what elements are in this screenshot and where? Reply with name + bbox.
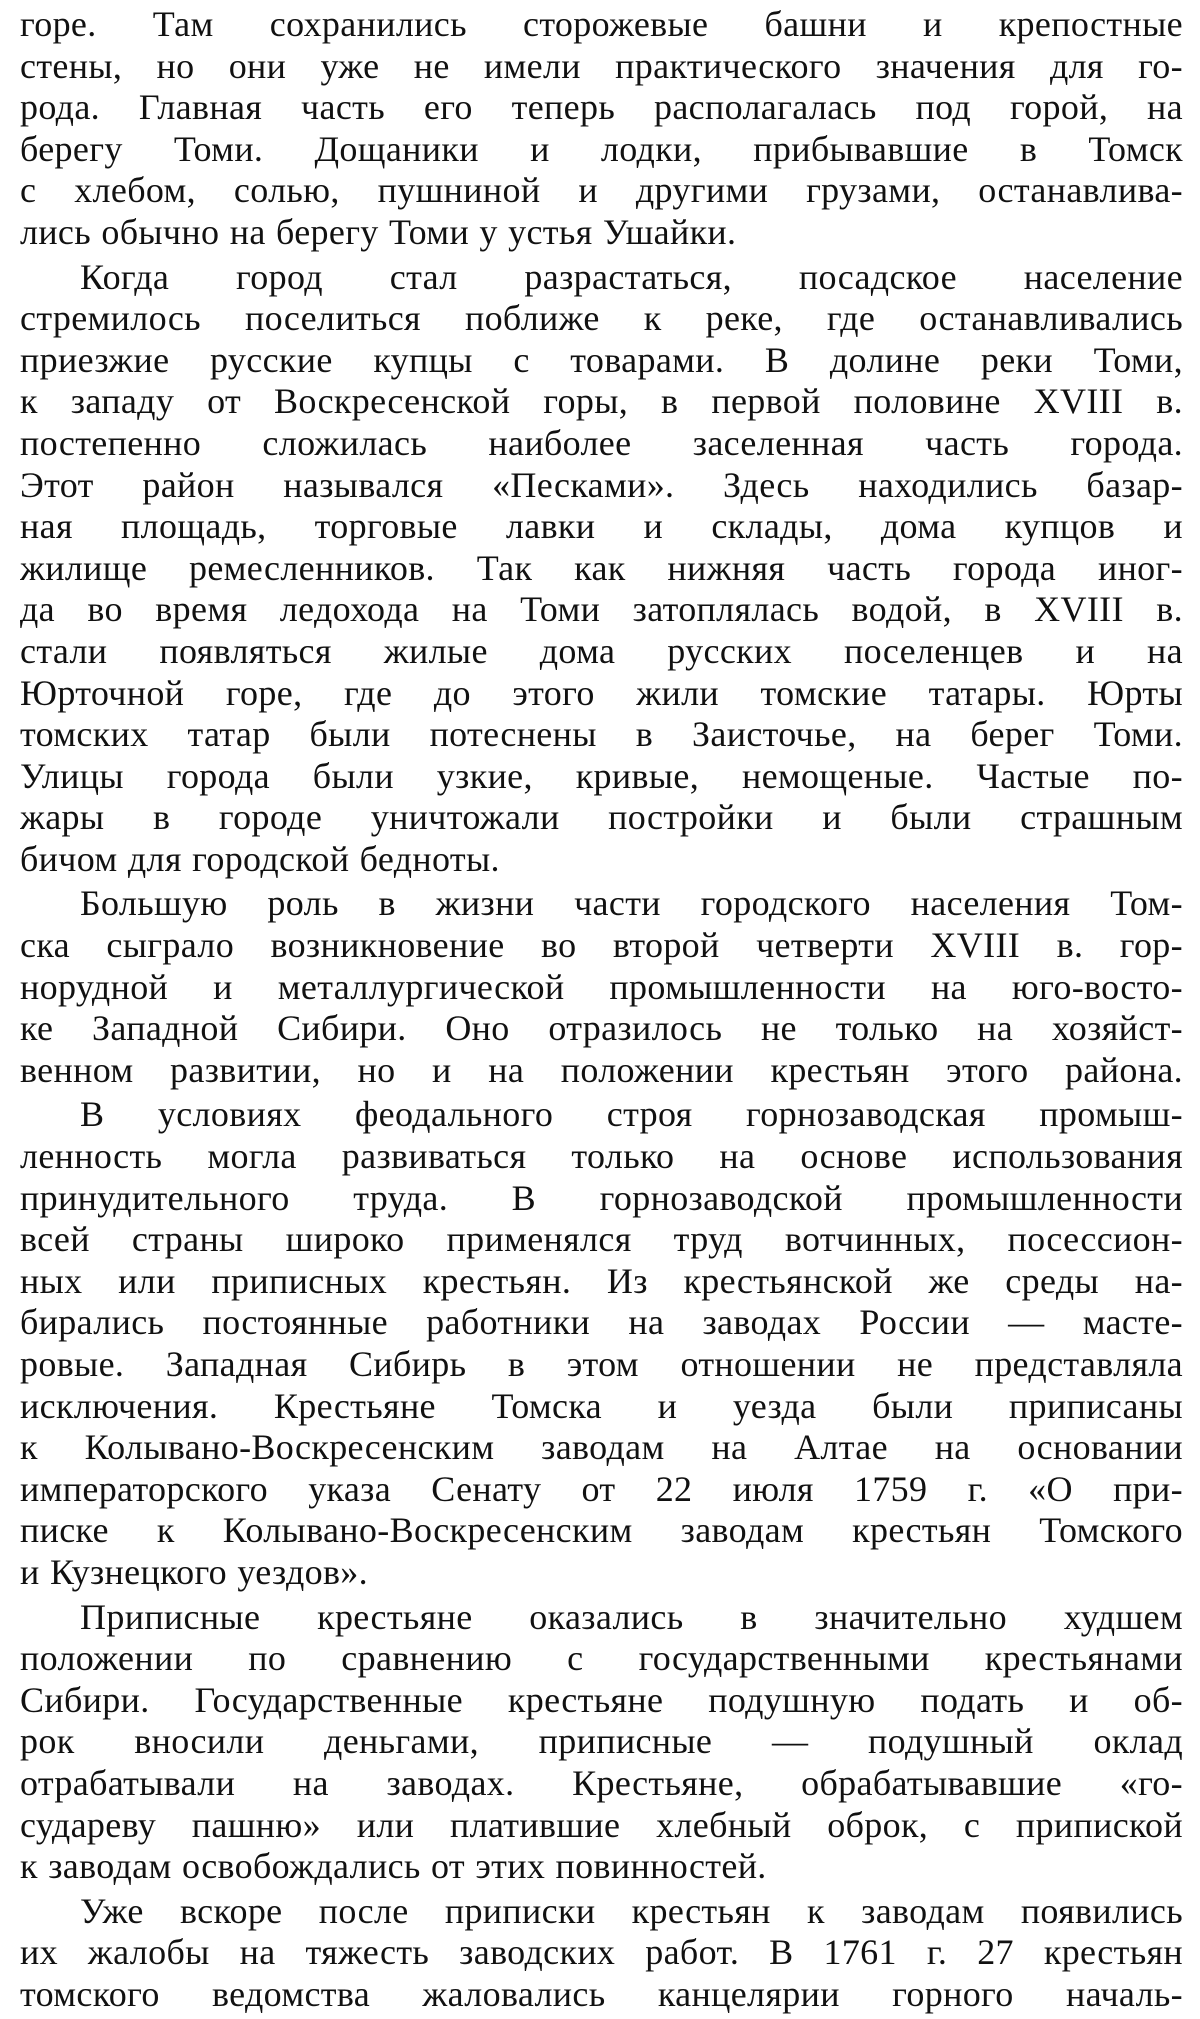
text-line: стали появляться жилые дома русских поселенцев и на: [20, 630, 1183, 671]
paragraph-5: [20, 1597, 1183, 1888]
text-line: отрабатывали на заводах. Крестьяне, обрабатывавшие «го-: [20, 1762, 1183, 1803]
text-line: положении по сравнению с государственными крестьянами: [20, 1638, 1183, 1679]
text-line: лись обычно на берегу Томи у устья Ушайки.: [20, 211, 737, 252]
paragraph-6: [20, 1891, 1183, 2016]
text-line: бирались постоянные работники на заводах России — масте-: [20, 1302, 1183, 1343]
text-line: всей страны широко применялся труд вотчинных, посессион-: [20, 1219, 1183, 1260]
paragraph-4: [20, 1094, 1183, 1593]
text-line: ленность могла развиваться только на основе использования: [20, 1136, 1183, 1177]
text-line: жары в городе уничтожали постройки и были страшным: [20, 797, 1183, 838]
text-line: Улицы города были узкие, кривые, немощеные. Частые по-: [20, 755, 1183, 796]
text-line: принудительного труда. В горнозаводской промышленности: [20, 1177, 1183, 1218]
text-line: жилище ремесленников. Так как нижняя часть города иног-: [20, 547, 1183, 588]
text-line: Юрточной горе, где до этого жили томские татары. Юрты: [20, 672, 1183, 713]
text-line: ска сыграло возникновение во второй четверти XVIII в. гор-: [20, 925, 1183, 966]
text-line: бичом для городской бедноты.: [20, 838, 500, 879]
paragraph-2: [20, 257, 1183, 881]
text-line: Когда город стал разрастаться, посадское население: [80, 256, 1183, 297]
text-line: ных или приписных крестьян. Из крестьянской же среды на-: [20, 1260, 1183, 1301]
text-line: венном развитии, но и на положении крестьян этого района.: [20, 1049, 1183, 1090]
text-line: томских татар были потеснены в Заисточье, на берег Томи.: [20, 714, 1183, 755]
text-line: да во время ледохода на Томи затоплялась водой, в XVIII в.: [20, 589, 1183, 630]
text-line: приезжие русские купцы с товарами. В долине реки Томи,: [20, 339, 1183, 380]
text-line: Этот район назывался «Песками». Здесь находились базар-: [20, 464, 1183, 505]
text-line: ная площадь, торговые лавки и склады, дома купцов и: [20, 506, 1183, 547]
text-line: к заводам освобождались от этих повинностей.: [20, 1846, 767, 1887]
text-line: писке к Колывано-Воскресенским заводам крестьян Томского: [20, 1510, 1183, 1551]
paragraph-1: [20, 4, 1183, 254]
text-line: и Кузнецкого уездов».: [20, 1551, 369, 1592]
text-line: Уже вскоре после приписки крестьян к заводам появились: [80, 1890, 1183, 1931]
text-line: рок вносили деньгами, приписные — подушный оклад: [20, 1721, 1183, 1762]
text-line: ровые. Западная Сибирь в этом отношении не представляла: [20, 1344, 1183, 1384]
text-line: императорского указа Сенату от 22 июля 1759 г. «О при-: [20, 1468, 1183, 1509]
text-line: томского ведомства жаловались канцелярии горного началь-: [20, 1973, 1183, 2014]
text-line: исключения. Крестьяне Томска и уезда были приписаны: [20, 1385, 1183, 1426]
text-line: ке Западной Сибири. Оно отразилось не только на хозяйст-: [20, 1008, 1183, 1049]
text-line: горе. Там сохранились сторожевые башни и крепостные: [20, 4, 1183, 44]
text-line: рода. Главная часть его теперь располагалась под горой, на: [20, 87, 1183, 128]
text-line: норудной и металлургической промышленности на юго-восто-: [20, 966, 1183, 1007]
text-line: постепенно сложилась наиболее заселенная часть города.: [20, 422, 1183, 463]
text-line: к Колывано-Воскресенским заводам на Алтае на основании: [20, 1427, 1183, 1468]
text-line: судареву пашню» или платившие хлебный оброк, с припиской: [20, 1804, 1183, 1845]
text-line: Большую роль в жизни части городского населения Том-: [80, 883, 1183, 924]
text-line: с хлебом, солью, пушниной и другими грузами, останавлива-: [20, 170, 1183, 211]
text-line: берегу Томи. Дощаники и лодки, прибывавшие в Томск: [20, 128, 1183, 169]
text-line: Сибири. Государственные крестьяне подушную подать и об-: [20, 1679, 1183, 1720]
paragraph-3: [20, 883, 1183, 1091]
text-line: к западу от Воскресенской горы, в первой половине XVIII в.: [20, 381, 1183, 422]
text-line: их жалобы на тяжесть заводских работ. В 1761 г. 27 крестьян: [20, 1932, 1183, 1973]
text-line: В условиях феодального строя горнозаводская промыш-: [80, 1094, 1183, 1135]
text-line: стены, но они уже не имели практического значения для го-: [20, 45, 1183, 86]
text-line: стремилось поселиться поближе к реке, где останавливались: [20, 298, 1183, 339]
text-line: Приписные крестьяне оказались в значительно худшем: [80, 1596, 1183, 1637]
document-page: [20, 4, 1183, 2019]
